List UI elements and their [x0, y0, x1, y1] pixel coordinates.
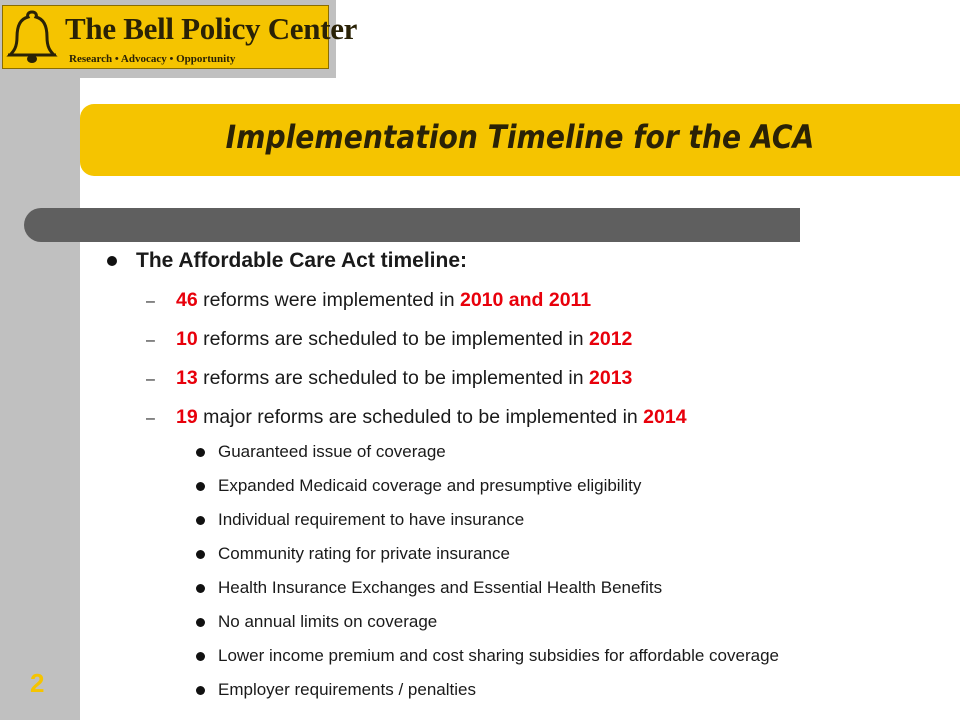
list-item: Expanded Medicaid coverage and presumptive eligibility: [218, 476, 642, 495]
reform-line-2012: [176, 328, 632, 351]
dash-marker: –: [146, 293, 155, 310]
bullet-dot: [196, 550, 205, 559]
reform-year: 2010 and 2011: [459, 289, 592, 311]
reform-text: major reforms are scheduled to be implemented in: [197, 406, 644, 428]
bell-policy-center-logo: [2, 5, 358, 69]
reform-year: 2014: [643, 406, 687, 428]
reform-year: 2013: [589, 367, 633, 389]
title-banner: [80, 104, 960, 176]
bullet-dot: [196, 618, 205, 627]
dash-marker: –: [146, 410, 155, 427]
timeline-heading: The Affordable Care Act timeline:: [136, 249, 467, 272]
list-item: Lower income premium and cost sharing subsidies for affordable coverage: [218, 646, 779, 665]
reform-count: 13: [176, 367, 198, 389]
dash-marker: –: [146, 332, 155, 349]
reform-count: 10: [176, 328, 198, 350]
list-item: Individual requirement to have insurance: [218, 510, 525, 529]
list-item: Health Insurance Exchanges and Essential Health Benefits: [218, 578, 663, 597]
reform-text: reforms were implemented in: [197, 289, 460, 311]
bullet-dot: [196, 448, 205, 457]
bullet-dot: [196, 482, 205, 491]
slide-title: Implementation Timeline for the ACA: [225, 118, 815, 156]
reform-year: 2012: [589, 328, 633, 350]
bullet-dot: [196, 516, 205, 525]
dash-marker: –: [146, 371, 155, 388]
list-item: No annual limits on coverage: [218, 612, 438, 631]
logo-title: The Bell Policy Center: [65, 11, 358, 46]
bullet-dot: [107, 256, 117, 266]
bullet-dot: [196, 652, 205, 661]
bell-icon: [6, 9, 58, 65]
reform-count: 19: [176, 406, 198, 428]
reform-count: 46: [176, 289, 198, 311]
divider-band: [24, 208, 800, 242]
logo-tagline: Research • Advocacy • Opportunity: [69, 53, 236, 65]
reform-line-2010: [176, 289, 591, 312]
list-item: Guaranteed issue of coverage: [218, 442, 446, 461]
reform-text: reforms are scheduled to be implemented in: [197, 367, 589, 389]
page-number: 2: [30, 668, 45, 698]
bullet-dot: [196, 584, 205, 593]
reform-text: reforms are scheduled to be implemented in: [197, 328, 589, 350]
bullet-dot: [196, 686, 205, 695]
reform-line-2013: [176, 367, 632, 390]
list-item: Employer requirements / penalties: [218, 680, 476, 699]
list-item: Community rating for private insurance: [218, 544, 510, 563]
reform-line-2014: [176, 406, 687, 429]
sidebar-band: [0, 0, 80, 720]
